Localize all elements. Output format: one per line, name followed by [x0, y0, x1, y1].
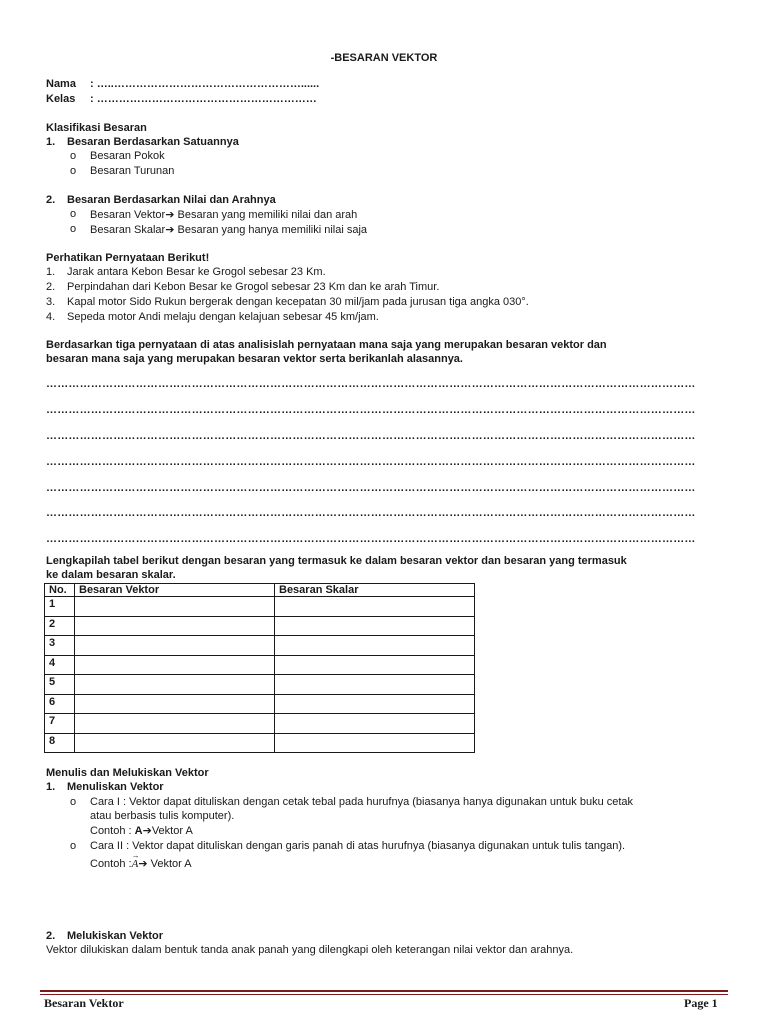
statement-number: 1. [46, 266, 56, 278]
skalar-cell[interactable] [275, 636, 475, 656]
contoh1-label: Contoh : [90, 825, 135, 837]
vektor-cell[interactable] [75, 597, 275, 617]
footer-title: Besaran Vektor [44, 996, 124, 1010]
contoh2 [90, 857, 192, 870]
footer-rule-thin [40, 994, 728, 995]
statement-text: Kapal motor Sido Rukun bergerak dengan kecepatan 30 mil/jam pada jurusan tiga angka 030°. [67, 296, 529, 308]
skalar-cell[interactable] [275, 616, 475, 636]
nama-field[interactable]: : …..……………………………………………...... [90, 78, 320, 90]
list-item: Besaran Turunan [90, 165, 175, 177]
menulis-heading: Menulis dan Melukiskan Vektor [46, 767, 209, 779]
melukiskan-description: Vektor dilukiskan dalam bentuk tanda anak panah yang dilengkapi oleh keterangan nilai vektor dan arahnya. [46, 944, 574, 956]
bullet-marker: o [70, 165, 77, 177]
vektor-cell[interactable] [75, 694, 275, 714]
answer-line[interactable]: ………………………………………………………………………………………………………………………………………………………… [46, 404, 696, 416]
list-item: Besaran Pokok [90, 150, 165, 162]
skalar-cell[interactable] [275, 675, 475, 695]
cara1-line2: atau berbasis tulis komputer). [90, 810, 235, 822]
footer-rule-thick [40, 990, 728, 992]
page-number: Page 1 [684, 996, 718, 1010]
arrow-right-icon: ➔ [165, 224, 175, 236]
statement-number: 4. [46, 311, 56, 323]
row-number: 5 [45, 675, 75, 695]
statement-text: Jarak antara Kebon Besar ke Grogol sebesar 23 Km. [67, 266, 326, 278]
answer-line[interactable]: ………………………………………………………………………………………………………………………………………………………… [46, 456, 696, 468]
pernyataan-heading: Perhatikan Pernyataan Berikut! [46, 252, 210, 264]
table-row [45, 636, 475, 656]
bullet-marker: o [70, 796, 77, 808]
header-besaran-skalar: Besaran Skalar [275, 584, 475, 597]
skalar-cell[interactable] [275, 733, 475, 753]
menulis-s2-number: 2. [46, 930, 56, 942]
table-instruction-line1: Lengkapilah tabel berikut dengan besaran yang termasuk ke dalam besaran vektor dan besaran yang termasuk [46, 555, 627, 567]
contoh2-label: Contoh : [90, 858, 132, 870]
row-number: 3 [45, 636, 75, 656]
bullet-marker: o [70, 840, 77, 852]
klasifikasi-s1-title: Besaran Berdasarkan Satuannya [67, 136, 239, 148]
table-row [45, 616, 475, 636]
klasifikasi-s1-number: 1. [46, 136, 56, 148]
skalar-cell[interactable] [275, 694, 475, 714]
arrow-right-icon: ➔ [138, 858, 148, 870]
statement-number: 2. [46, 281, 56, 293]
vektor-cell[interactable] [75, 636, 275, 656]
skalar-cell[interactable] [275, 597, 475, 617]
cara2-line1: Cara II : Vektor dapat dituliskan dengan garis panah di atas hurufnya (biasanya digunakan untuk tulis tangan). [90, 840, 626, 852]
table-instruction-line2: ke dalam besaran skalar. [46, 569, 176, 581]
vektor-cell[interactable] [75, 655, 275, 675]
row-number: 1 [45, 597, 75, 617]
table-row [45, 733, 475, 753]
analysis-instruction-line2: besaran mana saja yang merupakan besaran vektor serta berikanlah alasannya. [46, 353, 463, 365]
header-no: No. [45, 584, 75, 597]
definition-skalar: Besaran yang hanya memiliki nilai saja [174, 224, 368, 236]
table-row [45, 714, 475, 734]
kelas-field[interactable]: : …………………………………………………… [90, 93, 317, 105]
table-row [45, 597, 475, 617]
classification-table [44, 583, 475, 753]
contoh1-text: Vektor A [151, 825, 193, 837]
statement-text: Perpindahan dari Kebon Besar ke Grogol sebesar 23 Km dan ke arah Timur. [67, 281, 440, 293]
arrow-right-icon: ➔ [165, 209, 175, 221]
bullet-marker: o [70, 223, 77, 235]
bullet-marker: o [70, 150, 77, 162]
answer-line[interactable]: ………………………………………………………………………………………………………………………………………………………… [46, 533, 696, 545]
arrow-right-icon: ➔ [142, 825, 152, 837]
vektor-cell[interactable] [75, 714, 275, 734]
vektor-cell[interactable] [75, 675, 275, 695]
klasifikasi-s2-number: 2. [46, 194, 56, 206]
row-number: 7 [45, 714, 75, 734]
row-number: 6 [45, 694, 75, 714]
list-item-vektor [90, 208, 357, 221]
header-besaran-vektor: Besaran Vektor [75, 584, 275, 597]
table-row [45, 694, 475, 714]
answer-line[interactable]: ………………………………………………………………………………………………………………………………………………………… [46, 378, 696, 390]
kelas-label: Kelas [46, 93, 76, 105]
answer-line[interactable]: ………………………………………………………………………………………………………………………………………………………… [46, 482, 696, 494]
list-item-skalar [90, 223, 367, 236]
bold-vector-symbol: A [134, 825, 143, 837]
row-number: 8 [45, 733, 75, 753]
contoh1 [90, 824, 193, 837]
definition-vektor: Besaran yang memiliki nilai dan arah [174, 209, 358, 221]
row-number: 4 [45, 655, 75, 675]
vektor-cell[interactable] [75, 616, 275, 636]
menulis-s2-title: Melukiskan Vektor [67, 930, 163, 942]
table-row [45, 655, 475, 675]
menulis-s1-title: Menuliskan Vektor [67, 781, 164, 793]
menulis-s1-number: 1. [46, 781, 56, 793]
arrow-vector-symbol: → A [132, 858, 139, 870]
cara1-line1: Cara I : Vektor dapat dituliskan dengan cetak tebal pada hurufnya (biasanya hanya digunakan untuk buku cetak [90, 796, 634, 808]
statement-number: 3. [46, 296, 56, 308]
statement-text: Sepeda motor Andi melaju dengan kelajuan sebesar 45 km/jam. [67, 311, 379, 323]
skalar-cell[interactable] [275, 655, 475, 675]
analysis-instruction-line1: Berdasarkan tiga pernyataan di atas analisislah pernyataan mana saja yang merupakan besaran vektor dan [46, 339, 607, 351]
vektor-cell[interactable] [75, 733, 275, 753]
nama-label: Nama [46, 78, 76, 90]
term-skalar: Besaran Skalar [90, 224, 166, 236]
answer-line[interactable]: ………………………………………………………………………………………………………………………………………………………… [46, 430, 696, 442]
term-vektor: Besaran Vektor [90, 209, 166, 221]
table-header-row [45, 584, 475, 597]
table-row [45, 675, 475, 695]
page-title: -BESARAN VEKTOR [330, 52, 438, 64]
row-number: 2 [45, 616, 75, 636]
contoh2-text: Vektor A [147, 858, 192, 870]
klasifikasi-s2-title: Besaran Berdasarkan Nilai dan Arahnya [67, 194, 276, 206]
klasifikasi-heading: Klasifikasi Besaran [46, 122, 147, 134]
answer-line[interactable]: ………………………………………………………………………………………………………………………………………………………… [46, 507, 696, 519]
skalar-cell[interactable] [275, 714, 475, 734]
bullet-marker: o [70, 208, 77, 220]
